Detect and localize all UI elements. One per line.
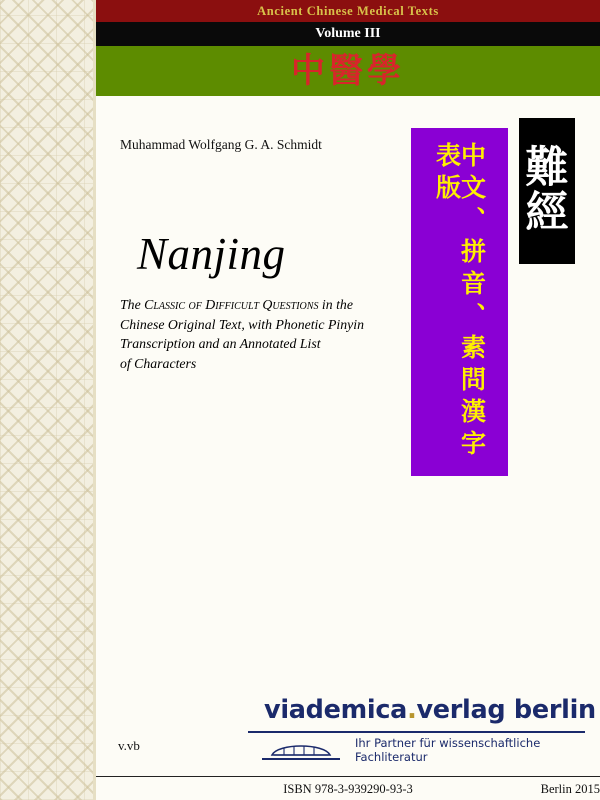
publisher-tagline: Ihr Partner für wissenschaftliche Fachliteratur (355, 736, 541, 764)
subtitle (120, 295, 410, 373)
seal-char-bottom: 經 (525, 188, 569, 238)
subtitle-line1-post: in the (318, 297, 353, 312)
publisher-divider (248, 731, 585, 733)
subtitle-line1-pre: The (120, 297, 145, 312)
chinese-series-banner (96, 46, 600, 96)
imprint-short-label: v.vb (118, 738, 140, 753)
publisher-name-part2: verlag berlin (416, 695, 596, 725)
author-name: Muhammad Wolfgang G. A. Schmidt (120, 137, 322, 152)
volume-banner (96, 22, 600, 46)
publisher-name-dot: . (407, 695, 417, 725)
nanjing-seal (519, 118, 575, 264)
series-banner-label: Ancient Chinese Medical Texts (257, 3, 439, 18)
chinese-series-title: 中醫學 (291, 51, 405, 91)
publisher-name-part1: viademica (264, 695, 408, 725)
series-banner (96, 0, 600, 22)
footer-bar (96, 776, 600, 800)
decorative-pattern-strip (0, 0, 96, 800)
publisher-block (0, 695, 600, 765)
isbn-label: ISBN 978-3-939290-93-3 (283, 782, 413, 796)
purple-panel-text: 中文、拼音、素問漢字表版 (432, 142, 487, 462)
publisher-name (264, 695, 596, 725)
footer-divider (96, 776, 600, 777)
subtitle-line1-smallcaps: Classic of Difficult Questions (144, 297, 319, 312)
seal-char-top: 難 (525, 142, 569, 193)
subtitle-line3: Transcription and an Annotated List (120, 336, 321, 352)
purple-vertical-panel (411, 128, 508, 476)
place-year-label: Berlin 2015 (540, 782, 600, 796)
top-banner (96, 0, 600, 96)
subtitle-line2: Chinese Original Text, with Phonetic Pinyin (120, 316, 364, 332)
page-title: Nanjing (137, 229, 286, 279)
publisher-logo-icon (258, 735, 344, 761)
volume-label: Volume III (315, 26, 381, 41)
subtitle-line4: of Characters (120, 355, 197, 371)
